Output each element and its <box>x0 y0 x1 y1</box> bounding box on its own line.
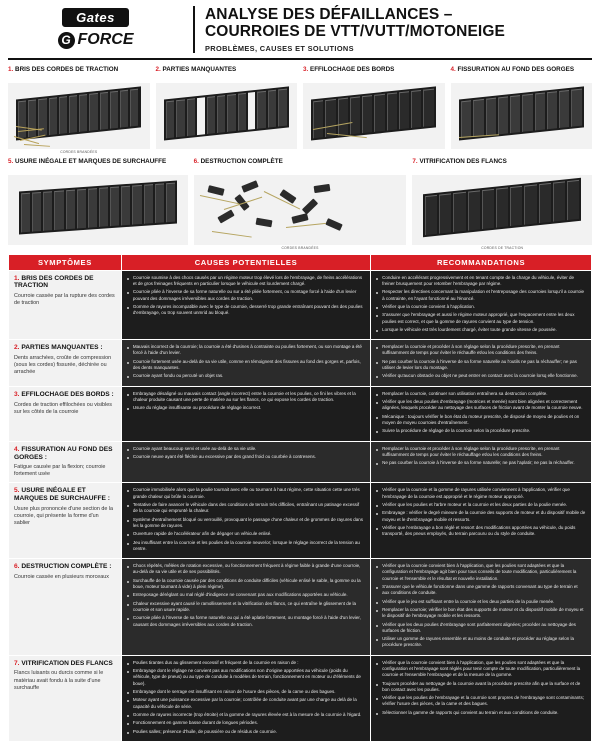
page-subtitle: PROBLÈMES, CAUSES ET SOLUTIONS <box>205 43 354 53</box>
figure-7-caption <box>412 158 592 173</box>
symptom-name: DESTRUCTION COMPLÈTE : <box>21 563 112 571</box>
list-item: Embrayage : vérifier le degré mineure de la courroie des supports de moteur et du dispositif mobile de moyeu et le d'embrayage mobile et ressorts. <box>376 510 586 522</box>
list-item: Chocs répétés, mêlées de rotation excessive, ou fonctionnement fréquent à régime faible à grande d'une courroie, au-delà de sa vie utile et de ses possibilités. <box>127 563 365 575</box>
list-item: Vérifier que les deux poulies d'embrayage (motrices et menée) sont bien alignées et correctement alignées, lesquels procéder au nettoyage des surfaces de friction avant de monter la courroie neuve. <box>376 399 586 411</box>
symptom-description: Fatigue causée par la flexion; courroie fortement usée <box>14 464 106 478</box>
symptom-number: 3. <box>14 390 20 398</box>
table-row <box>9 340 592 387</box>
brand-logo <box>8 6 183 49</box>
symptom-name: PARTIES MANQUANTES : <box>21 344 103 352</box>
list-item: Courroie neuve ayant été fléchie au excessive par des grand froid ou courbée à contresens. <box>127 454 365 460</box>
causes-list <box>127 446 365 461</box>
list-item: Courroie soumise à des chocs causés par un régime moteur trop élevé lors de l'embrayage, de freins accélérations et de gros freinages fréquents en particulier lorsque le véhicule est lourdement chargé. <box>127 275 365 287</box>
table-header-row <box>9 254 592 270</box>
header-divider <box>8 58 592 60</box>
symptom-number: 6. <box>14 563 20 571</box>
recommendations-cell <box>371 483 592 559</box>
symptom-name: EFFILOCHAGE DES BORDS : <box>21 390 114 398</box>
recommendations-cell <box>371 270 592 340</box>
gates-logo-text: Gates <box>62 8 129 27</box>
list-item: Gomme de rayures incorrecte (trop étroite) et la gomme de rayures élevée est à la mesure de la courroie à l'égard. <box>127 712 365 718</box>
table-row <box>9 483 592 559</box>
failure-analysis-table <box>8 254 592 742</box>
figure-7-label: VITRIFICATION DES FLANCS <box>419 157 507 165</box>
title-line-1: ANALYSE DES DÉFAILLANCES – <box>205 6 453 23</box>
list-item: Utiliser un gomme de rayures ensemble et au moins de conduite et procéder au réglage selon la procédure prescrite. <box>376 636 586 648</box>
header-recommendations: RECOMMANDATIONS <box>371 254 592 270</box>
list-item: Moteur ayant une puissance excessive par la courroie; contrôlée de conduite avant par une charge au delà de la capacité du véhicule de série. <box>127 697 365 709</box>
list-item: Gomme de rayures incompatible avec le type de courroie, desserré trop grande entraînant pouvant des des poulies d'embrayage, ou trop souvent unmrid au bloqué. <box>127 304 365 316</box>
causes-list <box>127 344 365 379</box>
recommendations-cell <box>371 340 592 387</box>
broken-cords-fray <box>14 122 73 144</box>
table-row <box>9 386 592 441</box>
list-item: Vérifier que le jeu est suffisant entre la courroie et les deux parties de la poulie menée. <box>376 599 586 605</box>
list-item: Courroie immobilisée alors que la poulie tournait avec elle ou tournant à haut régime, cette situation cette une trés grande chaleur qui brûle la courroie. <box>127 487 365 499</box>
figure-4-image <box>451 83 593 149</box>
list-item: Fonctionnement en gamme basse durant de longues périodes. <box>127 720 365 726</box>
list-item: Ne pas courber la courroie à l'inverse de sa forme naturelle au l'outils ne pas la réchauffer; ne pas utiliser de levier lors du montage. <box>376 359 586 371</box>
symptom-description: Dents arrachées, croûte de compression (sous les cordes) fissurée, déchirée ou arrachée <box>14 355 112 376</box>
table-row <box>9 270 592 340</box>
list-item: Remplacer la courroie et procéder à son réglage selon la procédure prescrite, en prenant suffisamment de temps pour éviter le réchauffage et/ou les conditions des freins. <box>376 446 586 458</box>
list-item: Chaleur excessive ayant causé le ramollissement et la vitrification des flancs, ce qui entraîne le glissement de la courroie et son usure rapide. <box>127 601 365 613</box>
list-item: S'assurer que l'embrayage et aussi le régime moteur approprié, que l'espacement entre les deux poulies est correct, et que la gomme de rayures convient au type de tension. <box>376 312 586 324</box>
belt-illustration <box>19 180 177 234</box>
belt-teeth <box>423 178 581 238</box>
figure-4 <box>451 66 593 154</box>
figure-5-number: 5. <box>8 157 14 165</box>
causes-cell <box>121 655 370 741</box>
list-item: Jeu insuffisant entre la courroie et les poulies de la courroie neuve/or; lorsque le réglage incorrect de la tension au centre. <box>127 540 365 552</box>
symptom-cell <box>9 483 122 559</box>
list-item: Courroie pliée à l'inverse de sa forme naturelle ou sur a été pliée fortement, ou montage forcé à l'aide d'un levier pouvant des dommages irréversibles aux cordes de traction. <box>127 289 365 301</box>
symptom-cell <box>9 441 122 483</box>
figure-6-image <box>194 175 407 245</box>
recommendations-list <box>376 563 586 648</box>
gforce-label: FORCE <box>77 31 134 48</box>
table-row <box>9 655 592 741</box>
figure-6-label: DESTRUCTION COMPLÈTE <box>200 157 283 165</box>
page-title <box>205 6 592 41</box>
causes-list <box>127 391 365 412</box>
list-item: Ne pas courber la courroie à l'inverse de sa forme naturelle; ne pas l'aplatir; ne pas la réchauffer. <box>376 460 586 466</box>
figure-7 <box>412 158 592 250</box>
list-item: Embrayage dont le serrage est insuffisant en raison de l'usure des pièces, de la came ou des bagues. <box>127 689 365 695</box>
figure-3-number: 3. <box>303 65 309 73</box>
figure-row-2 <box>8 158 592 250</box>
list-item: S'assurer que le véhicule fonctionne dans une gamme de rapports convenant au type de terrain et aux conditions de conduite. <box>376 584 586 596</box>
title-block <box>193 6 592 53</box>
figure-2 <box>156 66 298 154</box>
causes-cell <box>121 441 370 483</box>
list-item: Vérifier qu'aucun obstacle ou objet ne peut entrer en contact avec la courroie lorsq elle fonctionne. <box>376 373 586 379</box>
figure-5-label: USURE INÉGALE ET MARQUES DE SURCHAUFFE <box>15 157 167 165</box>
symptom-name: VITRIFICATION DES FLANCS <box>21 659 113 667</box>
symptom-description: Courroie cassée en plusieurs morceaux <box>14 573 109 580</box>
list-item: Vérifier que les poulies et l'arbre moteur et la courroie et les deux parties de la poulie menée. <box>376 502 586 508</box>
list-item: Lorsque le véhicule est très lourdement chargé, éviter toute grande vitesse de poussée. <box>376 327 586 333</box>
symptom-title <box>14 660 116 668</box>
symptom-name: BRIS DES CORDES DE TRACTION <box>14 274 94 290</box>
belt-teeth <box>19 180 177 234</box>
symptom-cell <box>9 559 122 656</box>
figure-5 <box>8 158 188 250</box>
causes-cell <box>121 483 370 559</box>
list-item: Vérifier que les deux poulies d'embrayage sont parfaitement alignées; procéder au nettoyage des surfaces de friction. <box>376 622 586 634</box>
figure-7-image <box>412 175 592 245</box>
footer-spacer <box>8 742 592 748</box>
list-item: Usure du réglage insuffisante ou procédure de réglage incorrect. <box>127 405 365 411</box>
causes-cell <box>121 270 370 340</box>
list-item: Sélectionner la gamme de rapports qui convient au terrain et aux conditions de conduite. <box>376 710 586 716</box>
causes-list <box>127 275 365 317</box>
symptom-description: Cordes de traction effilochées ou visibles sur les côtés de la courroie <box>14 401 112 415</box>
symptom-number: 5. <box>14 487 20 495</box>
list-item: Conduire en accélérant progressivement et en tenant compte de la charge du véhicule, éviter de freiner brusquement pour retomber l'embrayage par régime. <box>376 275 586 287</box>
causes-cell <box>121 340 370 387</box>
figure-1-image <box>8 83 150 149</box>
list-item: Vérifier que la courroie et la gomme de rayures utilisée conviennent à l'application, vérifier que l'embrayage de la courroie est approprié et le régime moteur approprié. <box>376 487 586 499</box>
list-item: Surchauffe de la courroie causée par des conditions de conduite difficiles (véhicule enlisé le sable, la gomme ou la boue, moteur tournant à vide) à plein régime). <box>127 578 365 590</box>
symptom-title <box>14 275 116 291</box>
list-item: Toujours procéder au nettoyage de la courroie avant la procédure prescrite afin que la surface et de bon contact avec les poulies. <box>376 681 586 693</box>
causes-list <box>127 660 365 735</box>
figure-1 <box>8 66 150 154</box>
figure-2-label: PARTIES MANQUANTES <box>162 65 237 73</box>
list-item: Système d'entraînement bloqué ou verrouillé, provoquant le passage d'une chaleur et de grommes de rayures dans les la gomme de rayures. <box>127 517 365 529</box>
figure-2-number: 2. <box>155 65 161 73</box>
figure-3-caption <box>303 66 445 81</box>
list-item: Vérifier que la courroie convient bien à l'application, que les poulies sont adaptées et que la configuration et l'embrayage agit bien pour tous conseils de toute modification, particulièrement la courroie et l'ensemble et le résultat et nouvelle installation. <box>376 563 586 582</box>
symptom-description: Flancs luisants ou durcis comme si le matériau avait fondu à la suite d'une surchauffe <box>14 670 104 691</box>
recommendations-list <box>376 487 586 537</box>
figure-6-number: 6. <box>193 157 199 165</box>
figure-4-label: FISSURATION AU FOND DES GORGES <box>457 65 575 73</box>
list-item: Remplacer la courroie; vérifier le bon état des supports de moteur et du dispositif mobile de moyeu et le dispositif de l'embrayage mobile et les ressorts. <box>376 607 586 619</box>
figure-6 <box>194 158 407 250</box>
figure-1-caption <box>8 66 150 81</box>
belt-teeth <box>459 87 584 141</box>
symptom-title <box>14 344 116 352</box>
symptom-title <box>14 563 116 571</box>
recommendations-cell <box>371 386 592 441</box>
list-item: Courroie ayant fondu ou percuté un objet ras. <box>127 373 365 379</box>
figure-1-label: BRIS DES CORDES DE TRACTION <box>15 65 119 73</box>
list-item: Courroie ayant beaucoup servi et usée au-delà de sa vie utile. <box>127 446 365 452</box>
recommendations-cell <box>371 559 592 656</box>
figure-3 <box>303 66 445 154</box>
figure-5-caption <box>8 158 188 173</box>
recommendations-cell <box>371 441 592 483</box>
list-item: Remplacer la courroie, continuer son utilisation entraînera sa destruction complète. <box>376 391 586 397</box>
recommendations-list <box>376 660 586 716</box>
list-item: Mauvais incorrect de la courroie; la courroie a été d'usines à contrainte ou poulies fortement, ou son montage a été forcé à l'aide d'un levier. <box>127 344 365 356</box>
symptom-cell <box>9 270 122 340</box>
header-symptoms: SYMPTÔMES <box>9 254 122 270</box>
list-item: Vérifier que la courroie convient bien à l'application, que les poulies sont adaptées et que la configuration et l'embrayage sont réglés pour tenir compte de toute modification, particulièrement la courroie et l'ensemble l'embrayage et de la mesure de la gomme. <box>376 660 586 679</box>
figure-7-number: 7. <box>412 157 418 165</box>
symptom-number: 1. <box>14 274 20 282</box>
list-item: Entreposage déréglant ou mal réglé d'indigence ne convenant pas aux modifications apportées au véhicule. <box>127 592 365 598</box>
symptom-name: USURE INÉGALE ET MARQUES DE SURCHAUFFE : <box>14 487 110 503</box>
symptom-number: 4. <box>14 445 20 453</box>
causes-list <box>127 487 365 552</box>
list-item: Vérifier que l'embrayage a bon réglé et ressort des modifications apportées au véhicule, du poids transporté, des pneus employés, du terrain parcouru ou du style de conduite. <box>376 525 586 537</box>
table-row <box>9 559 592 656</box>
figure-6-caption <box>194 158 407 173</box>
list-item: Poulies tirantes dus au glissement excessif et fréquent de la courroie en raison de : <box>127 660 365 666</box>
belt-illustration <box>459 87 584 141</box>
recommendations-list <box>376 391 586 435</box>
symptom-title <box>14 446 116 462</box>
figure-2-caption <box>156 66 298 81</box>
belt-teeth-missing <box>164 87 289 141</box>
figure-4-number: 4. <box>450 65 456 73</box>
figure-1-number: 1. <box>8 65 14 73</box>
figure-6-sublabel: CORDES BRANDÉES <box>281 245 319 250</box>
list-item: Vérifier que la courroie convient à l'application. <box>376 304 586 310</box>
symptom-cell <box>9 386 122 441</box>
causes-cell <box>121 386 370 441</box>
list-item: Suivre la procédure de réglage de la courroie selon la procédure prescrite. <box>376 428 586 434</box>
symptom-cell <box>9 655 122 741</box>
title-line-2: COURROIES DE VTT/VUTT/MOTONEIGE <box>205 23 505 41</box>
figure-4-caption <box>451 66 593 81</box>
header-causes: CAUSES POTENTIELLES <box>121 254 370 270</box>
list-item: Mécanique : toujours vérifier le bon état du moteur prescrite, de disposé de moyeu de poulies et on moyen de moyeu courroies d'entraînement. <box>376 414 586 426</box>
gforce-logo <box>58 31 134 49</box>
recommendations-cell <box>371 655 592 741</box>
recommendations-list <box>376 344 586 379</box>
figure-3-label: EFFILOCHAGE DES BORDS <box>310 65 395 73</box>
symptom-title <box>14 487 116 503</box>
symptom-number: 2. <box>14 344 20 352</box>
table-body <box>9 270 592 741</box>
symptom-title <box>14 391 116 399</box>
figure-3-image <box>303 83 445 149</box>
recommendations-list <box>376 275 586 333</box>
figure-5-image <box>8 175 188 245</box>
list-item: Respecter les directives concernant la manipulation et l'entreposage des courroies lorsqu'il a courroie à contrainte, en l'ayant fonctionné au l'énoncé. <box>376 289 586 301</box>
table-row <box>9 441 592 483</box>
symptom-description: Usure plus prononcée d'une section de la courroie, qui présente la forme d'un sablier <box>14 505 114 526</box>
belt-illustration <box>423 178 581 238</box>
symptom-cell <box>9 340 122 387</box>
list-item: Ouverture rapide de l'accélérateur afin de dégager un véhicule enlisé. <box>127 531 365 537</box>
figure-2-image <box>156 83 298 149</box>
list-item: Vérifier que les poulies de l'embrayage et la courroie sont propres de l'embrayage sont contaminants; vérifier l'usure des pièces, de la came et des bagues. <box>376 695 586 707</box>
list-item: Courroie fortement usée au-delà de sa vie utile, comme en témoignent des fissures au fond des gorges et, parfois, des dents manquantes. <box>127 359 365 371</box>
recommendations-list <box>376 446 586 467</box>
causes-list <box>127 563 365 628</box>
symptom-description: Courroie cassée par la rupture des cordes de traction <box>14 293 115 307</box>
list-item: Embrayage dont le réglage ne convient pas aux modifications non d'origine apportées au véhicule (poids du véhicule, type de pneus) ou au type de conduite à modèles de terrain, fonctionnement en moteur ou d'éléments de boue). <box>127 668 365 687</box>
list-item: Embrayage désaligné ou mauvais contact (angle incorrect) entre la courroie et les poulies, ce fini les vibres et la chaleur produite causant une perte de matière au sur les flancs, ce qui expose les cordes de traction. <box>127 391 365 403</box>
symptom-number: 7. <box>14 659 20 667</box>
list-item: Tentative de faire avancer le véhicule dans des conditions de terrain très difficiles, entraînant un patinage excessif de la courroie qui emprunté la chaleur. <box>127 502 365 514</box>
figure-row-1 <box>8 66 592 154</box>
figure-7-sublabel: CORDES DE TRACTION <box>481 245 524 250</box>
gforce-g-icon: G <box>58 32 75 49</box>
destroyed-belt-fragments <box>194 175 407 245</box>
belt-illustration <box>164 87 289 141</box>
poster-header <box>8 6 592 53</box>
causes-cell <box>121 559 370 656</box>
list-item: Courroie pliée à l'inverse de sa forme naturelle ou qui a été aplatie fortement, ou montage forcé à l'aide d'un levier, causant des dommages irréversibles aux cordes de traction. <box>127 615 365 627</box>
list-item: Poulies salles; présence d'huile, de poussière ou de résidus de courroie. <box>127 729 365 735</box>
symptom-name: FISSURATION AU FOND DES GORGES : <box>14 445 113 461</box>
list-item: Remplacer la courroie et procéder à son réglage selon la procédure prescrite, en prenant suffisamment de temps pour éviter le réchauffe et/ou les conditions des freins. <box>376 344 586 356</box>
figure-1-sublabel: CORDES BRANDÉES <box>60 149 98 154</box>
